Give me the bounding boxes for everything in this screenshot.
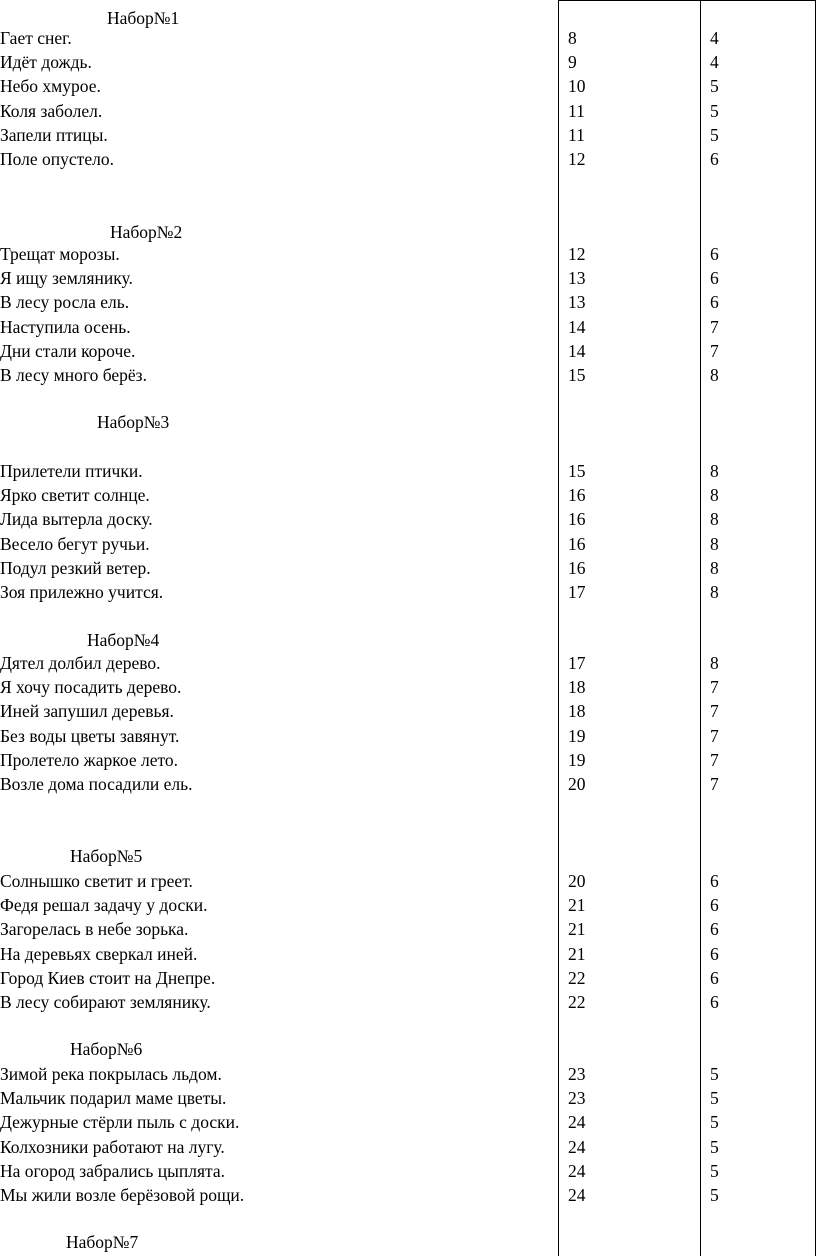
word-count-value: 16 (568, 534, 586, 554)
second-count-value: 6 (710, 292, 719, 312)
word-count-value: 24 (568, 1185, 586, 1205)
table-top-border (558, 0, 816, 1)
word-count-value: 12 (568, 149, 586, 169)
word-count-value: 21 (568, 944, 586, 964)
word-count-value: 21 (568, 895, 586, 915)
second-count-value: 6 (710, 149, 719, 169)
sentence-text: Зоя прилежно учится. (0, 582, 164, 602)
sentence-text: Город Киев стоит на Днепре. (0, 968, 216, 988)
sentence-text: Наступила осень. (0, 317, 131, 337)
word-count-value: 10 (568, 76, 586, 96)
sentence-text: Колхозники работают на лугу. (0, 1137, 225, 1157)
word-count-value: 14 (568, 317, 586, 337)
sentence-text: Пролетело жаркое лето. (0, 750, 179, 770)
second-count-value: 6 (710, 968, 719, 988)
word-count-value: 17 (568, 582, 586, 602)
sentence-text: На деревьях сверкал иней. (0, 944, 198, 964)
second-count-value: 8 (710, 365, 719, 385)
word-count-value: 13 (568, 268, 586, 288)
second-count-value: 7 (710, 701, 719, 721)
sentence-text: Дежурные стёрли пыль с доски. (0, 1112, 240, 1132)
sentence-text: Подул резкий ветер. (0, 558, 151, 578)
word-count-value: 24 (568, 1137, 586, 1157)
sentence-text: Коля заболел. (0, 101, 103, 121)
second-count-value: 8 (710, 582, 719, 602)
word-count-value: 18 (568, 677, 586, 697)
second-count-value: 7 (710, 750, 719, 770)
second-count-value: 6 (710, 992, 719, 1012)
word-count-value: 18 (568, 701, 586, 721)
word-count-value: 11 (568, 101, 585, 121)
set-title: Набор№2 (110, 222, 183, 242)
word-count-value: 17 (568, 653, 586, 673)
second-count-value: 5 (710, 1088, 719, 1108)
second-count-value: 8 (710, 558, 719, 578)
set-title: Набор№1 (107, 8, 180, 28)
sentence-text: Запели птицы. (0, 125, 108, 145)
word-count-value: 16 (568, 485, 586, 505)
sentence-text: В лесу собирают землянику. (0, 992, 211, 1012)
sentence-text: Загорелась в небе зорька. (0, 919, 189, 939)
sentence-text: На огород забрались цыплята. (0, 1161, 226, 1181)
sentence-text: В лесу росла ель. (0, 292, 130, 312)
second-count-value: 6 (710, 871, 719, 891)
word-count-value: 23 (568, 1064, 586, 1084)
set-title: Набор№6 (70, 1039, 143, 1059)
word-count-value: 15 (568, 365, 586, 385)
sentence-text: Гает снег. (0, 28, 72, 48)
second-count-value: 6 (710, 244, 719, 264)
word-count-value: 24 (568, 1112, 586, 1132)
second-count-value: 8 (710, 653, 719, 673)
second-count-value: 7 (710, 774, 719, 794)
word-count-value: 9 (568, 52, 577, 72)
word-count-value: 16 (568, 558, 586, 578)
sentence-text: Я ищу землянику. (0, 268, 133, 288)
second-count-value: 6 (710, 919, 719, 939)
sentence-text: Мальчик подарил маме цветы. (0, 1088, 227, 1108)
word-count-value: 16 (568, 509, 586, 529)
sentence-text: Солнышко светит и греет. (0, 871, 193, 891)
word-count-value: 20 (568, 871, 586, 891)
set-title: Набор№5 (70, 846, 143, 866)
second-count-value: 8 (710, 485, 719, 505)
second-count-value: 5 (710, 1112, 719, 1132)
sentence-text: Мы жили возле берёзовой рощи. (0, 1185, 245, 1205)
word-count-value: 12 (568, 244, 586, 264)
word-count-value: 19 (568, 750, 586, 770)
sentence-text: Поле опустело. (0, 149, 114, 169)
word-count-value: 8 (568, 28, 577, 48)
second-count-value: 5 (710, 1161, 719, 1181)
sentence-text: Лида вытерла доску. (0, 509, 153, 529)
second-count-value: 7 (710, 341, 719, 361)
second-count-value: 5 (710, 1137, 719, 1157)
second-count-value: 6 (710, 944, 719, 964)
word-count-value: 20 (568, 774, 586, 794)
word-count-value: 14 (568, 341, 586, 361)
second-count-value: 5 (710, 125, 719, 145)
second-count-value: 7 (710, 317, 719, 337)
sentence-text: Весело бегут ручьи. (0, 534, 150, 554)
sentence-text: Небо хмурое. (0, 76, 101, 96)
sentence-text: Без воды цветы завянут. (0, 726, 180, 746)
second-count-value: 5 (710, 1185, 719, 1205)
sentence-text: Дятел долбил дерево. (0, 653, 161, 673)
word-count-value: 24 (568, 1161, 586, 1181)
set-title: Набор№3 (97, 412, 170, 432)
sentence-text: В лесу много берёз. (0, 365, 147, 385)
sentence-text: Трещат морозы. (0, 244, 120, 264)
set-title: Набор№4 (87, 630, 160, 650)
sentence-text: Дни стали короче. (0, 341, 136, 361)
sentence-text: Иней запушил деревья. (0, 701, 174, 721)
word-count-value: 22 (568, 968, 586, 988)
sentence-text: Я хочу посадить дерево. (0, 677, 182, 697)
second-count-value: 8 (710, 534, 719, 554)
second-count-value: 4 (710, 28, 719, 48)
second-count-value: 5 (710, 1064, 719, 1084)
sentence-text: Зимой река покрылась льдом. (0, 1064, 222, 1084)
second-count-value: 4 (710, 52, 719, 72)
sentence-text: Идёт дождь. (0, 52, 92, 72)
word-count-value: 19 (568, 726, 586, 746)
sentence-text: Возле дома посадили ель. (0, 774, 193, 794)
second-count-value: 8 (710, 461, 719, 481)
word-count-value: 21 (568, 919, 586, 939)
second-count-value: 6 (710, 268, 719, 288)
set-title: Набор№7 (66, 1232, 139, 1252)
second-count-value: 6 (710, 895, 719, 915)
second-count-value: 5 (710, 101, 719, 121)
word-count-value: 22 (568, 992, 586, 1012)
second-count-value: 7 (710, 677, 719, 697)
sentence-text: Ярко светит солнце. (0, 485, 150, 505)
second-count-value: 5 (710, 76, 719, 96)
sentence-text: Прилетели птички. (0, 461, 143, 481)
second-count-value: 8 (710, 509, 719, 529)
column-divider-left (558, 0, 559, 1256)
word-count-value: 13 (568, 292, 586, 312)
second-count-value: 7 (710, 726, 719, 746)
sentence-text: Федя решал задачу у доски. (0, 895, 208, 915)
column-divider-middle (700, 0, 701, 1256)
word-count-value: 11 (568, 125, 585, 145)
word-count-value: 23 (568, 1088, 586, 1108)
word-count-value: 15 (568, 461, 586, 481)
